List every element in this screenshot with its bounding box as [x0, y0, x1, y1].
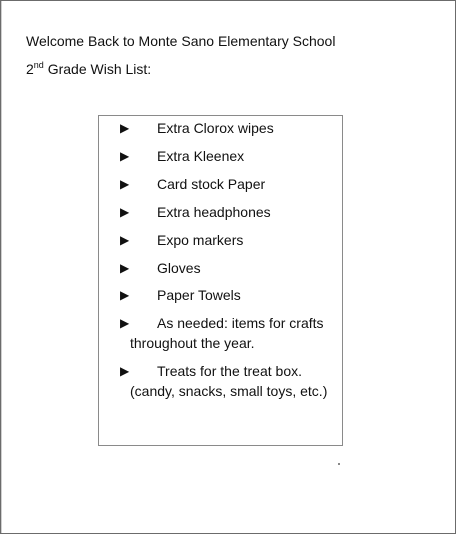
list-item-text: Paper Towels: [157, 287, 241, 303]
bullet-arrow-icon: ▶: [120, 261, 130, 275]
bullet-arrow-icon: ▶: [120, 316, 130, 330]
bullet-arrow-icon: ▶: [120, 121, 130, 135]
list-item-text: Expo markers: [157, 232, 244, 248]
list-item-text: Extra Kleenex: [157, 148, 245, 164]
grade-number: 2: [26, 61, 34, 77]
list-item-text: As needed: items for crafts throughout the year.: [130, 315, 324, 351]
list-item-text: Extra Clorox wipes: [157, 120, 274, 136]
bullet-arrow-icon: ▶: [120, 364, 130, 378]
bullet-arrow-icon: ▶: [120, 288, 130, 302]
scan-speck: [338, 463, 340, 465]
bullet-arrow-icon: ▶: [120, 233, 130, 247]
wish-list-heading-text: Grade Wish List:: [43, 61, 152, 77]
wish-list-box: [98, 115, 343, 446]
bullet-arrow-icon: ▶: [120, 177, 130, 191]
grade-ordinal-suffix: nd: [33, 60, 44, 70]
bullet-arrow-icon: ▶: [120, 149, 130, 163]
welcome-heading: Welcome Back to Monte Sano Elementary School: [26, 33, 336, 49]
list-item-text: Treats for the treat box.(candy, snacks, small toys, etc.): [130, 363, 328, 399]
list-item-text: Extra headphones: [157, 204, 271, 220]
bullet-arrow-icon: ▶: [120, 205, 130, 219]
wish-list-heading: [26, 60, 151, 78]
list-item-text: Gloves: [157, 260, 201, 276]
list-item-text: Card stock Paper: [157, 176, 266, 192]
